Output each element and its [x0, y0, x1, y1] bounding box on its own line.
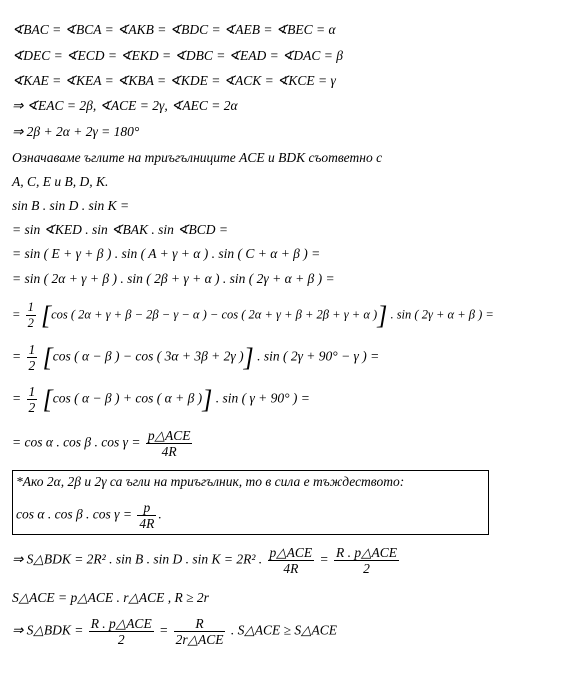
line-7: A, C, E и B, D, K. [12, 174, 109, 189]
line-10: = sin ( E + γ + β ) . sin ( A + γ + α ) . sin ( C + α + β ) = [12, 246, 321, 261]
result-2: S△ACE = p△ACE . r△ACE , R ≥ 2r [12, 590, 209, 605]
line-9: = sin ∢KED . sin ∢BAK . sin ∢BCD = [12, 222, 229, 237]
line-1: ∢BAC = ∢BCA = ∢AKB = ∢BDC = ∢AEB = ∢BEC = α [12, 22, 336, 37]
fraction-p-over-4r: $\frac{p}{4R}$ [139, 500, 155, 531]
line-8: sin B . sin D . sin K = [12, 198, 130, 213]
fraction-rp-over-2: $\frac{\text{R . p△ACE}}{2}$ [90, 616, 152, 647]
line-5: ⇒ 2β + 2α + 2γ = 180° [12, 124, 140, 139]
fraction-half: $\frac{1}{2}$ [28, 342, 36, 373]
fraction-r-over-2r: $\frac{R}{\text{2r△ACE}}$ [175, 616, 224, 647]
line-11: = sin ( 2α + γ + β ) . sin ( 2β + γ + α ) . sin ( 2γ + α + β ) = [12, 271, 335, 286]
equation-1: = $\frac{1}{2}$ [cos ( 2α + γ + β − 2β − γ − α ) − cos ( 2α + γ + β + 2β + γ + α )] . sin ( 2γ + α + β ) = [12, 300, 494, 330]
result-3: ⇒ S△BDK = $\frac{\text{R . p△ACE}}{2}$ = $\frac{R}{\text{2r△ACE}}$ . S△ACE ≥ S△ACE [12, 616, 338, 647]
line-3: ∢KAE = ∢KEA = ∢KBA = ∢KDE = ∢ACK = ∢KCE = γ [12, 73, 336, 88]
line-4: ⇒ ∢EAC = 2β, ∢ACE = 2γ, ∢AEC = 2α [12, 98, 238, 113]
equation-4: = cos α . cos β . cos γ = $\frac{\text{p△ACE}}{4R}$ [12, 428, 191, 459]
result-1: ⇒ S△BDK = 2R² . sin B . sin D . sin K = 2R² . $\frac{\text{p△ACE}}{4R}$ = $\frac{\text{R . p△ACE}}{2}$ [12, 545, 398, 576]
identity-formula: cos α . cos β . cos γ = $\frac{p}{4R}$ . [16, 500, 162, 531]
line-2: ∢DEC = ∢ECD = ∢EKD = ∢DBC = ∢EAD = ∢DAC = β [12, 48, 343, 63]
identity-note: *Ако 2α, 2β и 2γ са ъгли на триъгълник, то в сила е тъждеството: [16, 474, 405, 489]
line-6: Означаваме ъглите на триъгълниците ACE и BDK съответно с [12, 150, 383, 165]
fraction-p-over-4r: $\frac{\text{p△ACE}}{4R}$ [269, 545, 313, 576]
fraction-half: $\frac{1}{2}$ [28, 384, 36, 415]
equation-3: = $\frac{1}{2}$ [cos ( α − β ) + cos ( α + β )] . sin ( γ + 90° ) = [12, 384, 310, 415]
equation-2: = $\frac{1}{2}$ [cos ( α − β ) − cos ( 3α + 3β + 2γ )] . sin ( 2γ + 90° − γ ) = [12, 342, 380, 373]
fraction-half: $\frac{1}{2}$ [27, 300, 34, 330]
fraction-p-over-4r: $\frac{\text{p△ACE}}{4R}$ [147, 428, 191, 459]
fraction-rp-over-2: $\frac{\text{R . p△ACE}}{2}$ [336, 545, 398, 576]
